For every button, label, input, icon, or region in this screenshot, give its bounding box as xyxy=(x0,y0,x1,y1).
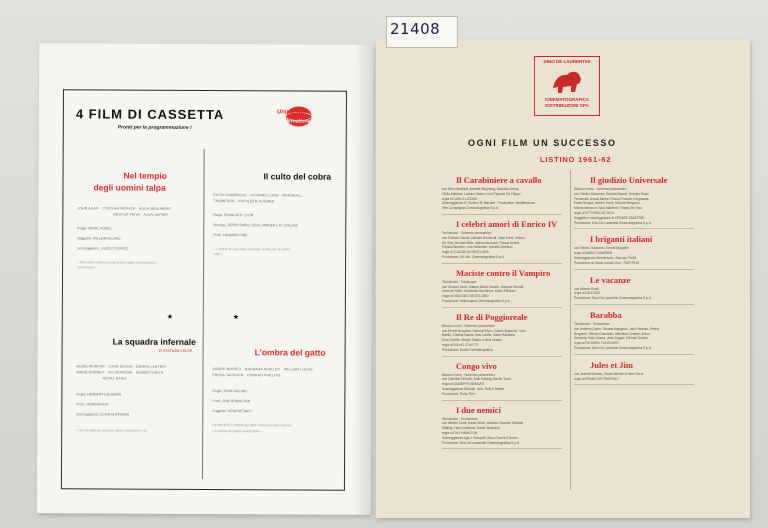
film-credit: Produzione: Dino De Laurentiis Cinematografica S.p.A. xyxy=(442,440,520,445)
film-credit: regia di DUILIO COLETTI xyxy=(442,343,479,347)
film-title: Il Carabiniere a cavallo xyxy=(456,175,542,185)
film-credit: Produzione: Ambrosiana Cinematografica S.p.A. xyxy=(442,299,511,303)
film-note: Da film B.H.P. distribuito dalla Universal International xyxy=(212,423,292,428)
film-credit: Film Compagnia Cinematografica S.p.A. xyxy=(442,206,499,211)
film-credit: Sceneggiatura: Bennati, Leto, Rulli e Dettori xyxy=(442,387,505,391)
film-credit: Sceneggiatura: Age e Scarpelli, Suso Cecchi D'Amico xyxy=(442,435,518,440)
film-credit: Kennedy, Katy Jurado, Jean Leggio, Michael Gwynn xyxy=(574,336,648,341)
film-credit: regia di MARIO CAMERINI xyxy=(574,251,613,256)
film-title: Il giudizio Universale xyxy=(590,175,668,185)
left-frame xyxy=(61,89,347,490)
separator-line xyxy=(442,263,562,264)
separator-line xyxy=(574,384,694,385)
film-credit: Technicolor · Schermo panoramico xyxy=(442,231,492,235)
film-credit: Prod.: GORDON KAY xyxy=(76,402,110,407)
film-format: IN EASTMAN COLOR xyxy=(158,348,193,353)
film-cast: THOMPSON · KATHLEEN HUGHES xyxy=(213,199,275,204)
film-credit: regia di RICHARD FLEISCHER xyxy=(574,341,619,346)
separator-line xyxy=(574,354,694,355)
film-note: « Nel centro della terra gli uomini talpa con pericolosi xyxy=(77,260,157,265)
film-credit: Produzione: Dino De Laurentiis Cinematografica S.p.A. xyxy=(574,346,652,350)
film-title: I due nemici xyxy=(456,404,501,415)
film-credit: regia di DINO RISI xyxy=(574,291,601,296)
film-title: Congo vivo xyxy=(456,360,497,371)
film-credit: Technicolor · Technirama xyxy=(442,416,478,421)
svg-text:International: International xyxy=(281,118,312,125)
film-credit: Prod.: JON PENINGTON xyxy=(212,399,251,404)
film-credit: Fernandel, Anouk Aimee, Franco Franchi e Ingrassia xyxy=(574,196,649,201)
film-cast: ANDRE MORELL · BARBARA SHELLEY · WILLIAM LUCAS xyxy=(212,367,313,372)
film-credit: Prod.: HOWARD PINE xyxy=(213,233,248,238)
film-credit: con Gordon Scott, Gianna Maria Canale, Jacques Sernas xyxy=(442,284,524,289)
film-credit: Produzione: Dorita Cinematografica xyxy=(442,347,493,352)
film-title: Jules et Jim xyxy=(590,359,633,370)
film-credit: con Alberto Sordi, David Niven, Amedeo Nazzari, Michael xyxy=(442,421,524,426)
film-credit: Bianco e nero · Schermo panoramico xyxy=(442,372,495,377)
film-credit: Produzione: DA.MA. Cinematografica S.p.A. xyxy=(442,255,505,259)
film-cast: WARD RAMSEY · VIC MORROW · ROBERT KEITH xyxy=(76,370,164,375)
film-credit: Bianco e nero · Schermo panoramico xyxy=(574,187,627,191)
right-page-heading: OGNI FILM UN SUCCESSO xyxy=(468,138,617,148)
film-credit: Sceneg.: JERRY DAVIS, CECIL MAIDEN e R. COLLINS xyxy=(213,223,298,228)
film-cast: NESTOR PAIVA · ALAN NAPIER xyxy=(113,212,169,217)
film-note: volta » xyxy=(213,252,224,257)
film-credit: Produzione: Dino De Laurentiis Cinematografica S.p.A. xyxy=(574,220,652,225)
left-page-subtitle: Pronti per la programmazione ! xyxy=(117,124,192,131)
film-credit: Bartilli, Cristina Gaioni, Max Cartier, Salvo Randone xyxy=(442,333,515,338)
film-credit: Borgnine, Vittorio Gassman, Valentina Cortese, Arthur xyxy=(574,331,651,336)
film-credit: con Vittorio Gassman, Renato Rascel, Ernesto Rossi xyxy=(574,191,649,196)
film-credit: Regia: JOHN GILLING xyxy=(212,389,247,394)
film-credit: con Ernest Borgnine, Keenan Wynn, David Opatoshu, Yvon xyxy=(442,328,527,333)
film-credit: regia di GUY HAMILTON xyxy=(442,431,478,435)
separator-line xyxy=(442,356,562,357)
film-note: ed infernali » xyxy=(77,265,97,270)
film-credit: Regia: FRANCIS D. LYON xyxy=(213,213,254,218)
film-note: « I misteri di una setta orientale svelati per la prima xyxy=(213,247,290,252)
star-icon: ★ xyxy=(166,313,174,321)
film-credit: Produzione: Rotor Film xyxy=(442,391,475,396)
film-note: « L'ombra del gatto vendicatore » xyxy=(212,429,263,434)
logo-top-text: DINO DE LAURENTIIS xyxy=(543,59,591,64)
film-credit: Francis Blanche, Lise Delamare, Daniele Darrieux xyxy=(442,245,513,250)
film-cast: AUDIE MURPHY · JOHN SAXON · DORRA LANTERI xyxy=(76,364,167,369)
film-credit: regia di GIUSEPPE BENNATI xyxy=(442,382,485,387)
left-page xyxy=(37,43,373,515)
column-divider xyxy=(202,149,205,479)
film-credit: Sceneggiatura: Klementovic, Sonego, Perilli xyxy=(574,256,637,260)
separator-line xyxy=(574,304,694,305)
universal-globe-logo xyxy=(276,103,322,127)
film-credit: con Francis Claude, Daniele Decauval, Jean Sorel, Vittorio xyxy=(442,235,525,240)
separator-line xyxy=(442,400,562,401)
film-credit: Wilding, Harry Andrews, David Opatoshu xyxy=(442,426,500,431)
left-page-title: 4 FILM DI CASSETTA xyxy=(75,106,225,123)
film-title: Il culto del cobra xyxy=(263,171,332,182)
film-title: Nel tempio xyxy=(123,170,168,181)
film-title: Maciste contro il Vampiro xyxy=(456,267,551,278)
film-title: degli uomini talpa xyxy=(93,182,166,193)
tag-number: 21408 xyxy=(390,20,441,38)
logo-bottom-text: CINEMATOGRAFICA DISTRIBUZIONI SPA xyxy=(544,97,590,108)
dino-de-laurentiis-logo xyxy=(534,56,600,116)
separator-line xyxy=(574,269,694,270)
film-credit: Paolo Stoppa, Alberto Sordi, Silvana Mangano xyxy=(574,201,640,206)
film-cast: FREDA JACKSON · CONRAD PHILLIPS xyxy=(212,373,281,378)
film-credit: regia di CARLO LIZZANI xyxy=(442,196,478,201)
film-title: La squadra infernale xyxy=(112,336,196,347)
film-credit: Produzione: Dino De Laurentiis Cinematografica S.p.A. xyxy=(574,296,652,301)
film-credit: Leonora Ruffo, Annabella Incontrera, Mario Feliciani xyxy=(442,289,516,294)
film-note: « Un travolgente western carico di drammi e di... xyxy=(76,428,149,433)
column-divider xyxy=(570,170,571,490)
page-shadow xyxy=(353,45,373,515)
film-credit: con Anthony Quinn, Silvana Mangano, Jack Palance, Ernest xyxy=(574,326,660,331)
film-credit: Soggetto e sceneggiatura di CESARE ZAVATTINI xyxy=(574,215,645,220)
film-cast: JOHN AGAR · CYNTHIA PATRICK · HUGH BEAUMONT xyxy=(77,206,172,211)
film-credit: De Sica, Bernard Blier, Melina Mercouri, Pascal Audret xyxy=(442,240,520,245)
film-credit: Technicolor · Technirama xyxy=(574,322,610,326)
film-credit: regia di CLAUDE AUTANT-LARA xyxy=(442,250,489,255)
film-title: Il Re di Poggioreale xyxy=(456,311,528,322)
film-credit: Sceneggiatura: E. Scola e R. Maccari · Produzione: Mediterranea xyxy=(442,201,535,206)
film-credit: Enzo Giuffre, Sergio Tofano e Vera Venturi xyxy=(442,338,502,343)
separator-line xyxy=(442,214,562,215)
film-title: I briganti italiani xyxy=(590,234,653,245)
film-title: Barabba xyxy=(590,310,622,320)
film-credit: Technicolor · Totalscope xyxy=(442,279,477,284)
film-title: L'ombra del gatto xyxy=(254,347,326,358)
separator-line xyxy=(442,307,562,308)
film-credit: con Gabriele Ferzetti, Jean Seberg, Bachir Toure xyxy=(442,377,512,382)
film-credit: con Vittorio Gassman, Ernest Borgnine xyxy=(574,246,630,251)
film-credit: Sceneggiatura: CLAIR HUFFAKER xyxy=(76,412,130,417)
film-credit: con Alberto Sordi xyxy=(574,286,599,291)
film-credit: con Nino Manfredi, Annette Stroyberg, Maurizio Arena, xyxy=(442,187,520,191)
film-credit: Melina Mercouri, Nino Manfredi, Vittorio De Sica xyxy=(574,206,642,211)
star-icon: ★ xyxy=(232,314,240,322)
film-title: I celebri amori di Enrico IV xyxy=(456,219,558,229)
film-credit: regia di VITTORIO DE SICA xyxy=(574,211,614,215)
film-credit: Clelia Matania, Luciano Salce e con Peppino De Filippo xyxy=(442,191,521,196)
listino: LISTINO 1961-62 xyxy=(540,155,612,164)
svg-text:Universal: Universal xyxy=(276,109,304,116)
film-credit: Soggetto: WILLIAM ALLAND xyxy=(77,236,121,241)
film-credit: Produzione di: Mario Cecchi Gori · FAIR FILM xyxy=(574,260,639,265)
separator-line xyxy=(442,448,562,449)
film-cast: FAITH DOMERGUE · RICHARD LONG · MARSHALL xyxy=(213,193,303,198)
film-credit: Sceneggiatura: LASZLO GOROG xyxy=(77,246,128,251)
separator-line xyxy=(574,228,694,229)
film-cast: ROYAL DANO xyxy=(102,376,127,381)
lion-icon xyxy=(549,66,585,96)
film-title: Le vacanze xyxy=(590,274,631,285)
film-credit: Bianco e nero · Schermo panoramico xyxy=(442,323,495,328)
film-credit: Soggetto: GEORGE BAXT xyxy=(212,409,253,414)
film-credit: regia di GIACOMO GENTILOMO xyxy=(442,294,489,299)
film-credit: con Jeanne Moreau, Oscar Werner e Henri Serre xyxy=(574,371,644,376)
film-credit: Regia: HERBERT COLEMAN xyxy=(76,392,121,397)
film-credit: Regia: VIRGIL VOGEL xyxy=(77,226,112,231)
film-credit: regia di FRANCOIS TRUFFAUT xyxy=(574,376,620,381)
